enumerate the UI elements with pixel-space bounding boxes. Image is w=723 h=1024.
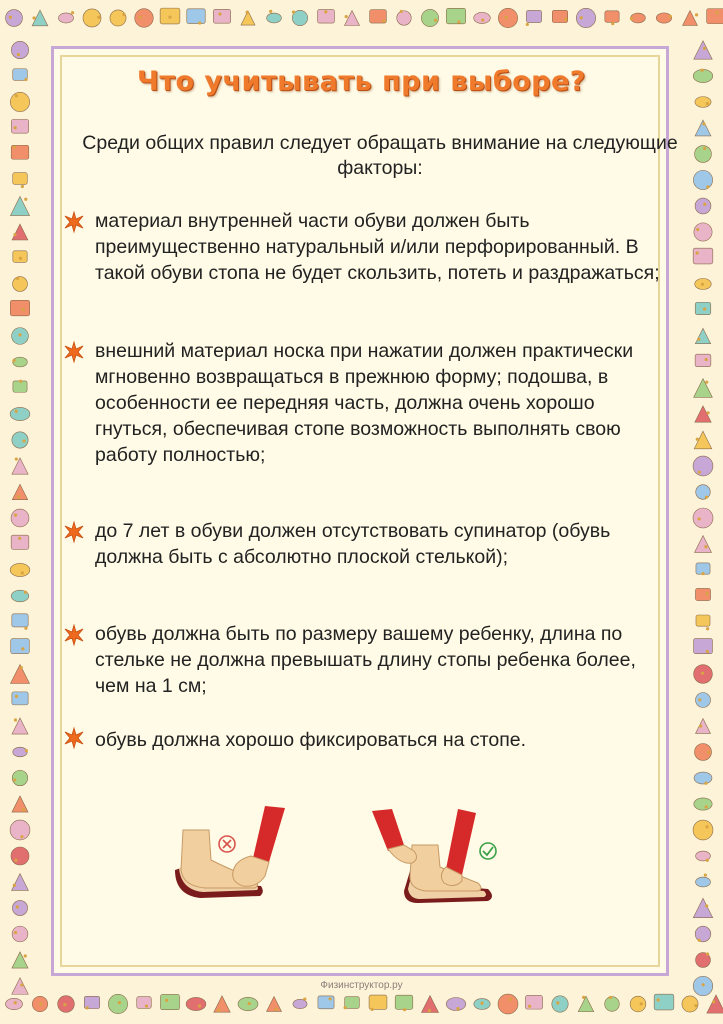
toy-decoration [160, 994, 179, 1009]
toy-decoration [696, 251, 699, 254]
toy-decoration [695, 198, 711, 214]
toy-decoration [10, 407, 30, 420]
toy-decoration [17, 495, 20, 498]
toy-decoration [165, 999, 168, 1002]
toy-decoration [246, 11, 249, 14]
page-title: Что учитывать при выборе? [137, 66, 586, 97]
toy-decoration [21, 647, 24, 650]
toy-decoration [137, 997, 152, 1009]
toy-decoration [293, 999, 307, 1008]
toy-decoration [694, 639, 713, 654]
toy-decoration [706, 952, 709, 955]
toy-decoration [15, 457, 18, 460]
toy-decoration [63, 1003, 66, 1006]
toy-decoration [695, 13, 698, 16]
toy-decoration [24, 627, 27, 630]
toy-decoration [526, 23, 529, 26]
bullet-item: до 7 лет в обуви должен отсутствовать супинатор (обувь должна быть с абсолютно плоской стелькой); [95, 520, 611, 568]
toy-decoration [15, 695, 18, 698]
toy-decoration [11, 41, 28, 58]
toy-decoration [118, 1001, 121, 1004]
toy-decoration [706, 650, 709, 653]
toy-decoration [564, 18, 567, 21]
toy-decoration [694, 223, 712, 241]
toy-decoration [12, 359, 15, 362]
toy-decoration [701, 283, 704, 286]
asterisk-icon [62, 210, 86, 234]
cross-circle-icon [219, 836, 235, 852]
toy-decoration [13, 357, 28, 367]
toy-decoration [20, 835, 23, 838]
toy-decoration [702, 122, 705, 125]
toy-decoration [696, 438, 699, 441]
toy-decoration [605, 997, 620, 1012]
toy-decoration [18, 333, 21, 336]
toy-decoration [12, 614, 28, 627]
toy-decoration [526, 10, 541, 22]
toy-decoration [22, 308, 25, 311]
toy-decoration [630, 17, 633, 20]
toy-decoration [13, 173, 28, 185]
toy-decoration [582, 996, 585, 999]
toy-decoration [15, 410, 18, 413]
toy-decoration [705, 805, 708, 808]
toy-decoration [382, 19, 385, 22]
check-circle-icon [480, 843, 496, 859]
toy-decoration [12, 432, 28, 448]
toy-decoration [716, 11, 719, 14]
toy-decoration [576, 8, 595, 27]
toy-decoration [218, 12, 221, 15]
toy-decoration [22, 808, 25, 811]
toy-decoration [12, 770, 27, 785]
toy-decoration [697, 338, 700, 341]
toy-decoration [145, 1004, 148, 1007]
toy-decoration [16, 905, 19, 908]
toy-decoration [18, 537, 21, 540]
toy-decoration [345, 997, 360, 1009]
toy-decoration [706, 859, 709, 862]
toy-decoration [187, 9, 205, 24]
bullet-item: внешний материал носка при нажатии должен практически мгновенно возвращаться в прежнюю форму; подошва, в особенности ее передняя часть, должна очень хорошо гнуться, обеспечивая стопе возможность выполнять свою работу полностью; [95, 340, 634, 466]
toy-decoration [669, 15, 672, 18]
toy-decoration [693, 248, 713, 264]
toy-decoration [696, 693, 711, 708]
shoe-bend-right-illustration [370, 805, 505, 910]
toy-decoration [474, 12, 491, 23]
toy-decoration [695, 354, 711, 367]
toy-decoration [446, 998, 465, 1011]
toy-decoration [13, 747, 27, 757]
toy-decoration [611, 22, 614, 25]
toy-decoration [14, 859, 17, 862]
toy-decoration [640, 1002, 643, 1005]
toy-decoration [706, 185, 709, 188]
toy-decoration [198, 21, 201, 24]
toy-decoration [370, 1008, 373, 1011]
toy-decoration [19, 380, 22, 383]
toy-decoration [369, 995, 387, 1009]
toy-decoration [10, 820, 30, 840]
toy-decoration [13, 884, 16, 887]
toy-decoration [58, 13, 73, 23]
toy-decoration [657, 998, 660, 1001]
toy-decoration [580, 16, 583, 19]
toy-decoration [10, 563, 30, 576]
toy-decoration [704, 545, 707, 548]
toy-decoration [693, 170, 712, 189]
toy-decoration [24, 954, 27, 957]
toy-decoration [168, 16, 171, 19]
toy-decoration [707, 411, 710, 414]
toy-decoration [498, 8, 517, 27]
toy-decoration [704, 782, 707, 785]
toy-decoration [698, 471, 701, 474]
toy-decoration [11, 509, 29, 527]
toy-decoration [400, 10, 403, 13]
toy-decoration [14, 718, 17, 721]
toy-decoration [32, 16, 35, 19]
toy-decoration [696, 485, 711, 500]
toy-decoration [324, 10, 327, 13]
toy-decoration [703, 307, 706, 310]
toy-decoration [198, 1004, 201, 1007]
toy-decoration [122, 13, 125, 16]
toy-decoration [705, 358, 708, 361]
toy-decoration [17, 53, 20, 56]
toy-decoration [269, 10, 272, 13]
toy-decoration [11, 119, 28, 133]
toy-decoration [703, 47, 706, 50]
toy-decoration [509, 998, 512, 1001]
toy-decoration [25, 749, 28, 752]
toy-decoration [654, 994, 674, 1010]
asterisk-icon [62, 520, 86, 544]
toy-decoration [630, 996, 646, 1012]
bullet-item: материал внутренней части обуви должен быть преимущественно натуральный и/или перфорированный. В такой обуви стопа не будет скользить, потеть и раздражаться; [95, 210, 660, 284]
toy-decoration [656, 13, 671, 23]
content-panel [51, 46, 669, 976]
toy-decoration [457, 20, 460, 23]
toy-decoration [97, 16, 100, 19]
toy-decoration [552, 996, 568, 1012]
toy-decoration [403, 1008, 406, 1011]
toy-decoration [705, 496, 708, 499]
toy-decoration [14, 126, 17, 129]
toy-decoration [695, 97, 711, 108]
toy-decoration [13, 251, 27, 262]
toy-decoration [11, 639, 30, 654]
toy-decoration [21, 571, 24, 574]
toy-decoration [328, 997, 331, 1000]
toy-decoration [505, 16, 508, 19]
toy-decoration [456, 1007, 459, 1010]
toy-decoration [71, 11, 74, 14]
toy-decoration [11, 847, 29, 865]
toy-decoration [397, 11, 411, 25]
asterisk-icon [62, 623, 86, 647]
toy-decoration [695, 146, 712, 163]
toy-decoration [10, 300, 29, 315]
toy-decoration [705, 825, 708, 828]
toy-decoration [135, 9, 154, 28]
toy-decoration [696, 877, 711, 887]
toy-decoration [344, 1006, 347, 1009]
toy-decoration [318, 996, 334, 1009]
toy-decoration [12, 926, 28, 942]
toy-decoration [12, 900, 27, 915]
toy-decoration [706, 627, 709, 630]
toy-decoration [428, 1009, 431, 1012]
toy-decoration [698, 517, 701, 520]
toy-decoration [498, 994, 518, 1014]
toy-decoration [248, 1002, 251, 1005]
toy-decoration [694, 1004, 697, 1007]
toy-decoration [695, 302, 711, 314]
toy-decoration [110, 10, 126, 26]
toy-decoration [9, 16, 12, 19]
toy-decoration [16, 277, 19, 280]
toy-decoration [682, 996, 698, 1012]
toy-decoration [693, 456, 713, 476]
toy-decoration [698, 698, 701, 701]
toy-decoration [556, 1001, 559, 1004]
toy-decoration [14, 1001, 17, 1004]
toy-decoration [13, 778, 16, 781]
toy-decoration [706, 592, 709, 595]
toy-decoration [525, 995, 542, 1009]
toy-decoration [701, 572, 704, 575]
toy-decoration [303, 997, 306, 1000]
toy-decoration [267, 13, 282, 23]
toy-decoration [86, 1006, 89, 1009]
toy-decoration [698, 939, 701, 942]
toy-decoration [23, 439, 26, 442]
toy-decoration [21, 185, 24, 188]
toy-decoration [434, 19, 437, 22]
toy-decoration [186, 997, 206, 1010]
shoe-bend-wrong-illustration [165, 800, 290, 910]
toy-decoration [217, 1009, 220, 1012]
asterisk-icon [62, 726, 86, 750]
toy-decoration [12, 692, 28, 705]
toy-decoration [696, 615, 710, 626]
toy-decoration [706, 102, 709, 105]
toy-decoration [609, 996, 612, 999]
footer-watermark: Физинструктор.ру [320, 980, 403, 991]
toy-decoration [695, 926, 711, 942]
toy-decoration [24, 198, 27, 201]
toy-decoration [694, 798, 712, 810]
toy-decoration [605, 11, 619, 22]
toy-decoration [707, 751, 710, 754]
toy-decoration [20, 666, 23, 669]
toy-decoration [39, 1002, 42, 1005]
toy-decoration [108, 994, 127, 1013]
toy-decoration [704, 873, 707, 876]
bullet-item: обувь должна быть по размеру вашему ребенку, длина по стельке не должна превышать длину стопы ребенка более, чем на 1 см; [95, 623, 636, 697]
toy-decoration [707, 9, 723, 24]
toy-decoration [712, 1000, 715, 1003]
toy-decoration [19, 257, 22, 260]
toy-decoration [13, 233, 16, 236]
toy-decoration [139, 16, 142, 19]
toy-decoration [703, 203, 706, 206]
toy-decoration [446, 8, 465, 23]
toy-decoration [345, 15, 348, 18]
toy-decoration [696, 228, 699, 231]
toy-decoration [528, 1005, 531, 1008]
toy-decoration [421, 9, 438, 26]
toy-decoration [705, 904, 708, 907]
toy-decoration [703, 147, 706, 150]
toy-decoration [481, 19, 484, 22]
toy-decoration [701, 672, 704, 675]
intro-text: Среди общих правил следует обращать внимание на следующие факторы: [82, 132, 678, 179]
toy-decoration [14, 931, 17, 934]
toy-decoration [13, 277, 28, 292]
bullet-item: обувь должна хорошо фиксироваться на стопе. [95, 729, 527, 751]
toy-decoration [705, 381, 708, 384]
toy-decoration [480, 1002, 483, 1005]
toy-decoration [6, 10, 23, 27]
toy-decoration [14, 514, 17, 517]
toy-decoration [693, 820, 713, 840]
toy-decoration [275, 1008, 278, 1011]
toy-decoration [693, 508, 713, 528]
toy-decoration [24, 591, 27, 594]
toy-decoration [13, 145, 16, 148]
toy-decoration [699, 725, 702, 728]
toy-decoration [694, 772, 712, 784]
toy-decoration [213, 9, 230, 23]
toy-decoration [292, 11, 295, 14]
toy-decoration [5, 998, 22, 1009]
toy-decoration [395, 995, 413, 1009]
asterisk-icon [62, 340, 86, 364]
